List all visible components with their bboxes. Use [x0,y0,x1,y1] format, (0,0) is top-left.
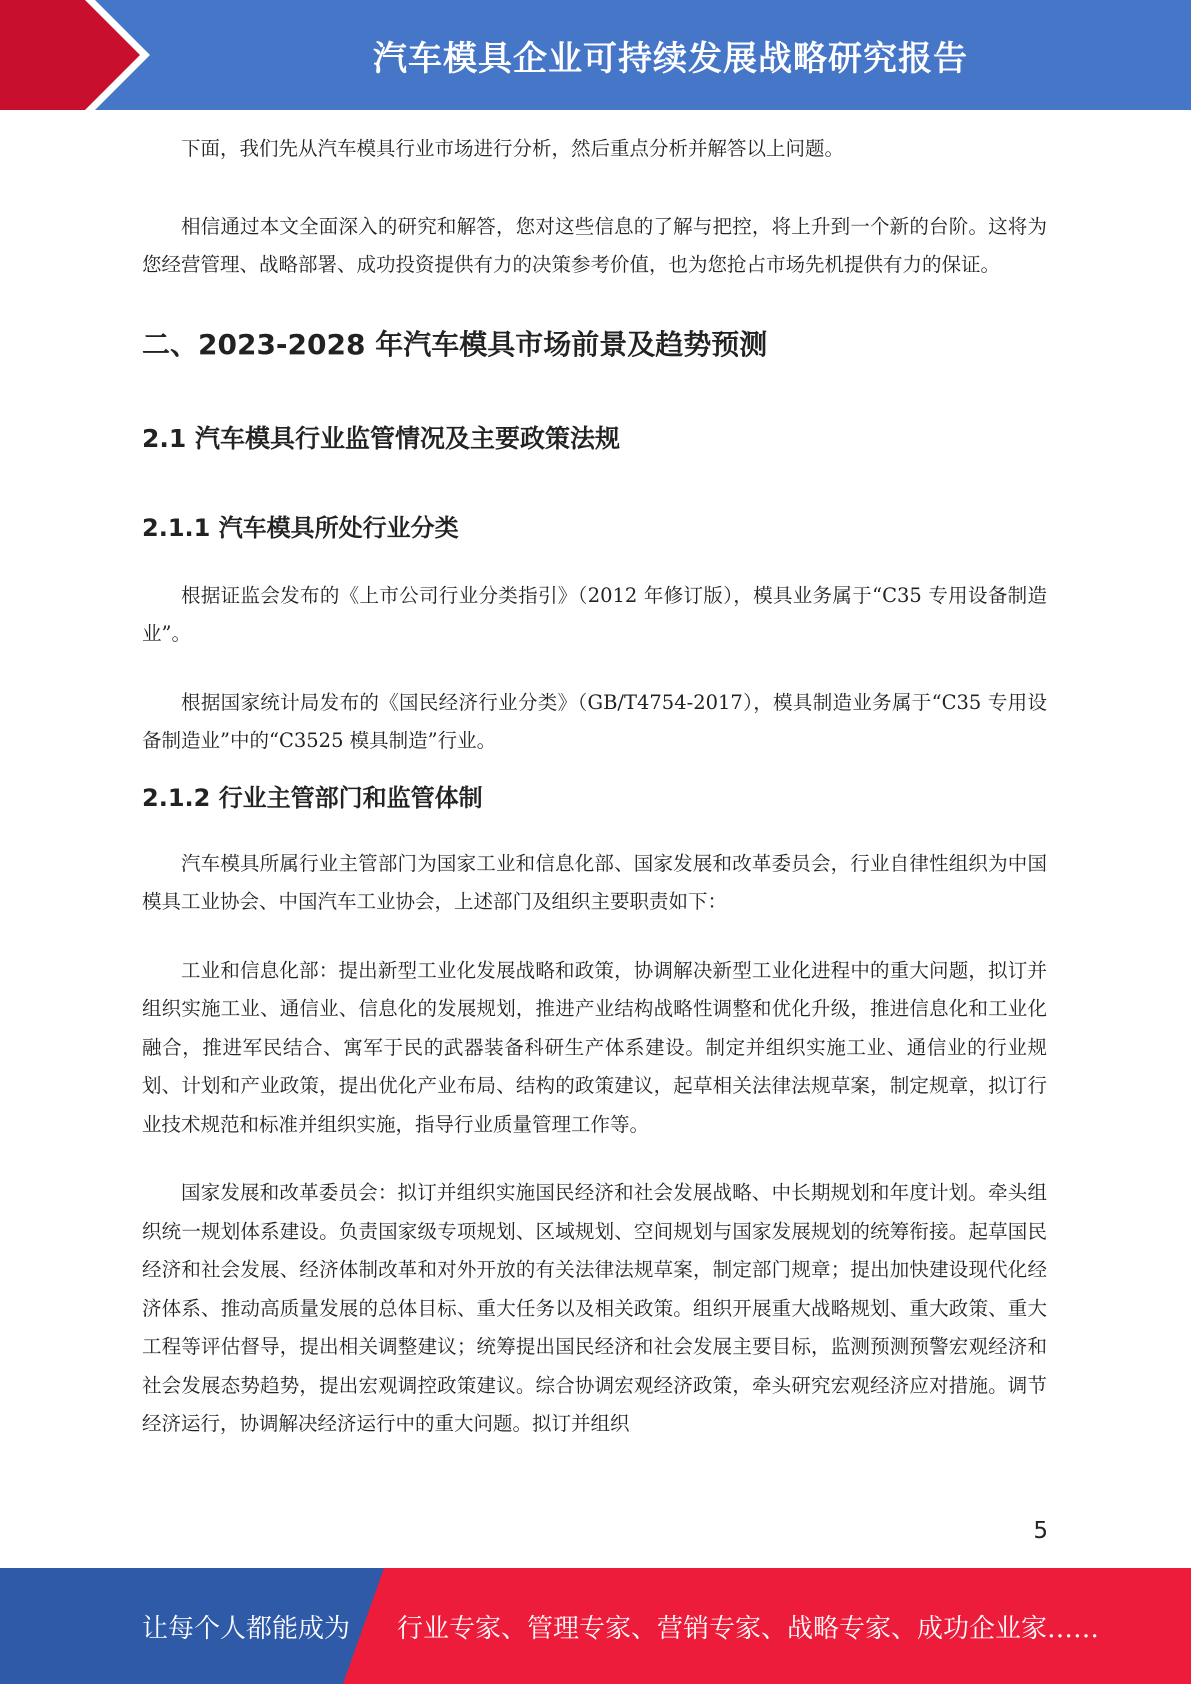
footer-banner [0,1568,1191,1684]
document-body [142,130,1047,1444]
footer-slogan-left: 让每个人都能成为 [142,1613,351,1644]
paragraph-intro: 下面，我们先从汽车模具行业市场进行分析，然后重点分析并解答以上问题。 [181,137,845,160]
paragraph-csrc-classification: 根据证监会发布的《上市公司行业分类指引》（2012 年修订版），模具业务属于“C35 专用设备制造业”。 [142,583,1047,645]
paragraph-nbs-classification: 根据国家统计局发布的《国民经济行业分类》（GB/T4754-2017），模具制造业务属于“C35 专用设备制造业”中的“C3525 模具制造”行业。 [142,690,1047,752]
header-red-chevron [0,0,150,110]
footer-slogan-right: 行业专家、管理专家、营销专家、战略专家、成功企业家…… [397,1613,1100,1644]
subsection-heading-2-1-1: 2.1.1 汽车模具所处行业分类 [142,513,459,542]
report-title: 汽车模具企业可持续发展战略研究报告 [373,38,968,79]
paragraph-regulators: 汽车模具所属行业主管部门为国家工业和信息化部、国家发展和改革委员会，行业自律性组织为中国模具工业协会、中国汽车工业协会，上述部门及组织主要职责如下： [142,851,1047,913]
paragraph-summary: 相信通过本文全面深入的研究和解答，您对这些信息的了解与把控，将上升到一个新的台阶。这将为您经营管理、战略部署、成功投资提供有力的决策参考价值，也为您抢占市场先机提供有力的保证。 [142,214,1047,276]
subsection-heading-2-1-2: 2.1.2 行业主管部门和监管体制 [142,783,483,812]
section-heading: 二、2023-2028 年汽车模具市场前景及趋势预测 [142,327,768,361]
page-number: 5 [1033,1518,1048,1544]
subsection-heading-2-1: 2.1 汽车模具行业监管情况及主要政策法规 [142,423,620,453]
header-banner [0,0,1191,110]
paragraph-ndrc: 国家发展和改革委员会：拟订并组织实施国民经济和社会发展战略、中长期规划和年度计划。牵头组织统一规划体系建设。负责国家级专项规划、区域规划、空间规划与国家发展规划的统筹衔接。起草国民经济和社会发展、经济体制改革和对外开放的有关法律法规草案，制定部门规章；提出加快建设现代化经济体系、推动高质量发展的总体目标、重大任务以及相关政策。组织开展重大战略规划、重大政策、重大工程等评估督导，提出相关调整建议；统筹提出国民经济和社会发展主要目标，监测预测预警宏观经济和社会发展态势趋势，提出宏观调控政策建议。综合协调宏观经济政策，牵头研究宏观经济应对措施。调节经济运行，协调解决经济运行中的重大问题。拟订并组织 [142,1181,1047,1435]
paragraph-miit: 工业和信息化部：提出新型工业化发展战略和政策，协调解决新型工业化进程中的重大问题，拟订并组织实施工业、通信业、信息化的发展规划，推进产业结构战略性调整和优化升级，推进信息化和工业化融合，推进军民结合、寓军于民的武器装备科研生产体系建设。制定并组织实施工业、通信业的行业规划、计划和产业政策，提出优化产业布局、结构的政策建议，起草相关法律法规草案，制定规章，拟订行业技术规范和标准并组织实施，指导行业质量管理工作等。 [142,958,1047,1136]
